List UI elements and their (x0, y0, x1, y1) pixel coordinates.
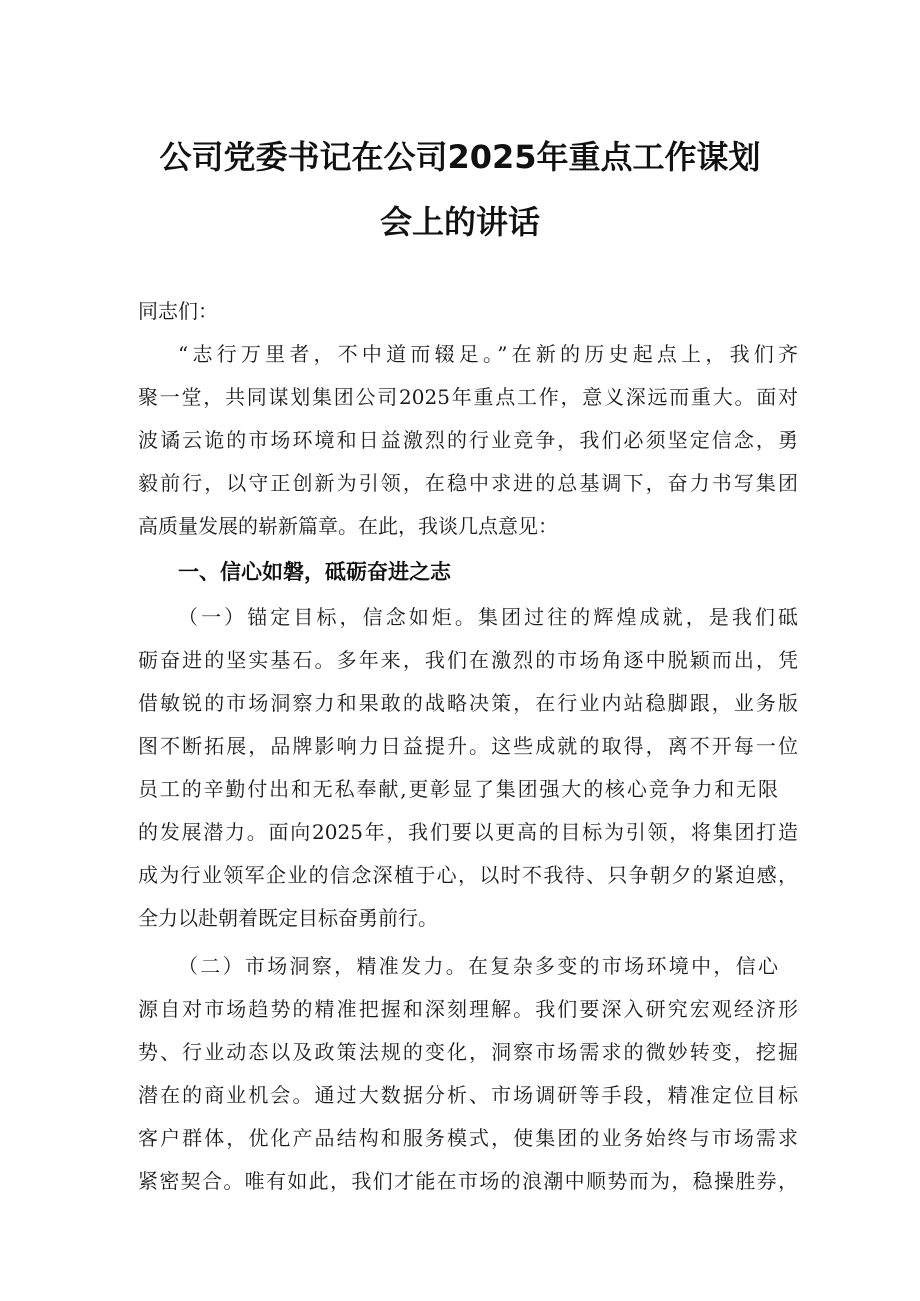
subsection-line: 势、行业动态以及政策法规的变化，洞察市场需求的微妙转变，挖掘 (138, 1040, 798, 1064)
section-heading: 一、信心如磐，砥砺奋进之志 (178, 560, 451, 584)
intro-line: 聚一堂，共同谋划集团公司2025年重点工作，意义深远而重大。面对 (138, 385, 798, 409)
document-title-line-1: 公司党委书记在公司2025年重点工作谋划 (159, 138, 761, 176)
salutation: 同志们： (138, 299, 218, 323)
subsection-line: 紧密契合。唯有如此，我们才能在市场的浪潮中顺势而为，稳操胜券， (138, 1169, 798, 1193)
subsection-line: 潜在的商业机会。通过大数据分析、市场调研等手段，精准定位目标 (138, 1083, 798, 1107)
subsection-line: 客户群体，优化产品结构和服务模式，使集团的业务始终与市场需求 (138, 1126, 798, 1150)
subsection-line: 图不断拓展，品牌影响力日益提升。这些成就的取得，离不开每一位 (138, 734, 798, 758)
subsection-line: （二）市场洞察，精准发力。在复杂多变的市场环境中，信心 (178, 954, 778, 978)
intro-line: 高质量发展的崭新篇章。在此，我谈几点意见： (138, 514, 558, 538)
subsection-line: 的发展潜力。面向2025年，我们要以更高的目标为引领，将集团打造 (138, 820, 798, 844)
subsection-line: 成为行业领军企业的信念深植于心，以时不我待、只争朝夕的紧迫感， (138, 863, 798, 887)
intro-line: “志行万里者，不中道而辍足。”在新的历史起点上，我们齐 (178, 342, 798, 366)
subsection-line: 借敏锐的市场洞察力和果敢的战略决策，在行业内站稳脚跟，业务版 (138, 691, 798, 715)
intro-line: 波谲云诡的市场环境和日益激烈的行业竞争，我们必须坚定信念，勇 (138, 428, 798, 452)
intro-line: 毅前行，以守正创新为引领，在稳中求进的总基调下，奋力书写集团 (138, 471, 798, 495)
subsection-line: 全力以赴朝着既定目标奋勇前行。 (138, 906, 438, 930)
subsection-line: 砺奋进的坚实基石。多年来，我们在激烈的市场角逐中脱颖而出，凭 (138, 648, 798, 672)
subsection-line: （一）锚定目标，信念如炬。集团过往的辉煌成就，是我们砥 (178, 605, 798, 629)
subsection-line: 源自对市场趋势的精准把握和深刻理解。我们要深入研究宏观经济形 (138, 997, 798, 1021)
subsection-line: 员工的辛勤付出和无私奉献,更彰显了集团强大的核心竞争力和无限 (138, 777, 778, 801)
document-title-line-2: 会上的讲话 (379, 203, 540, 241)
